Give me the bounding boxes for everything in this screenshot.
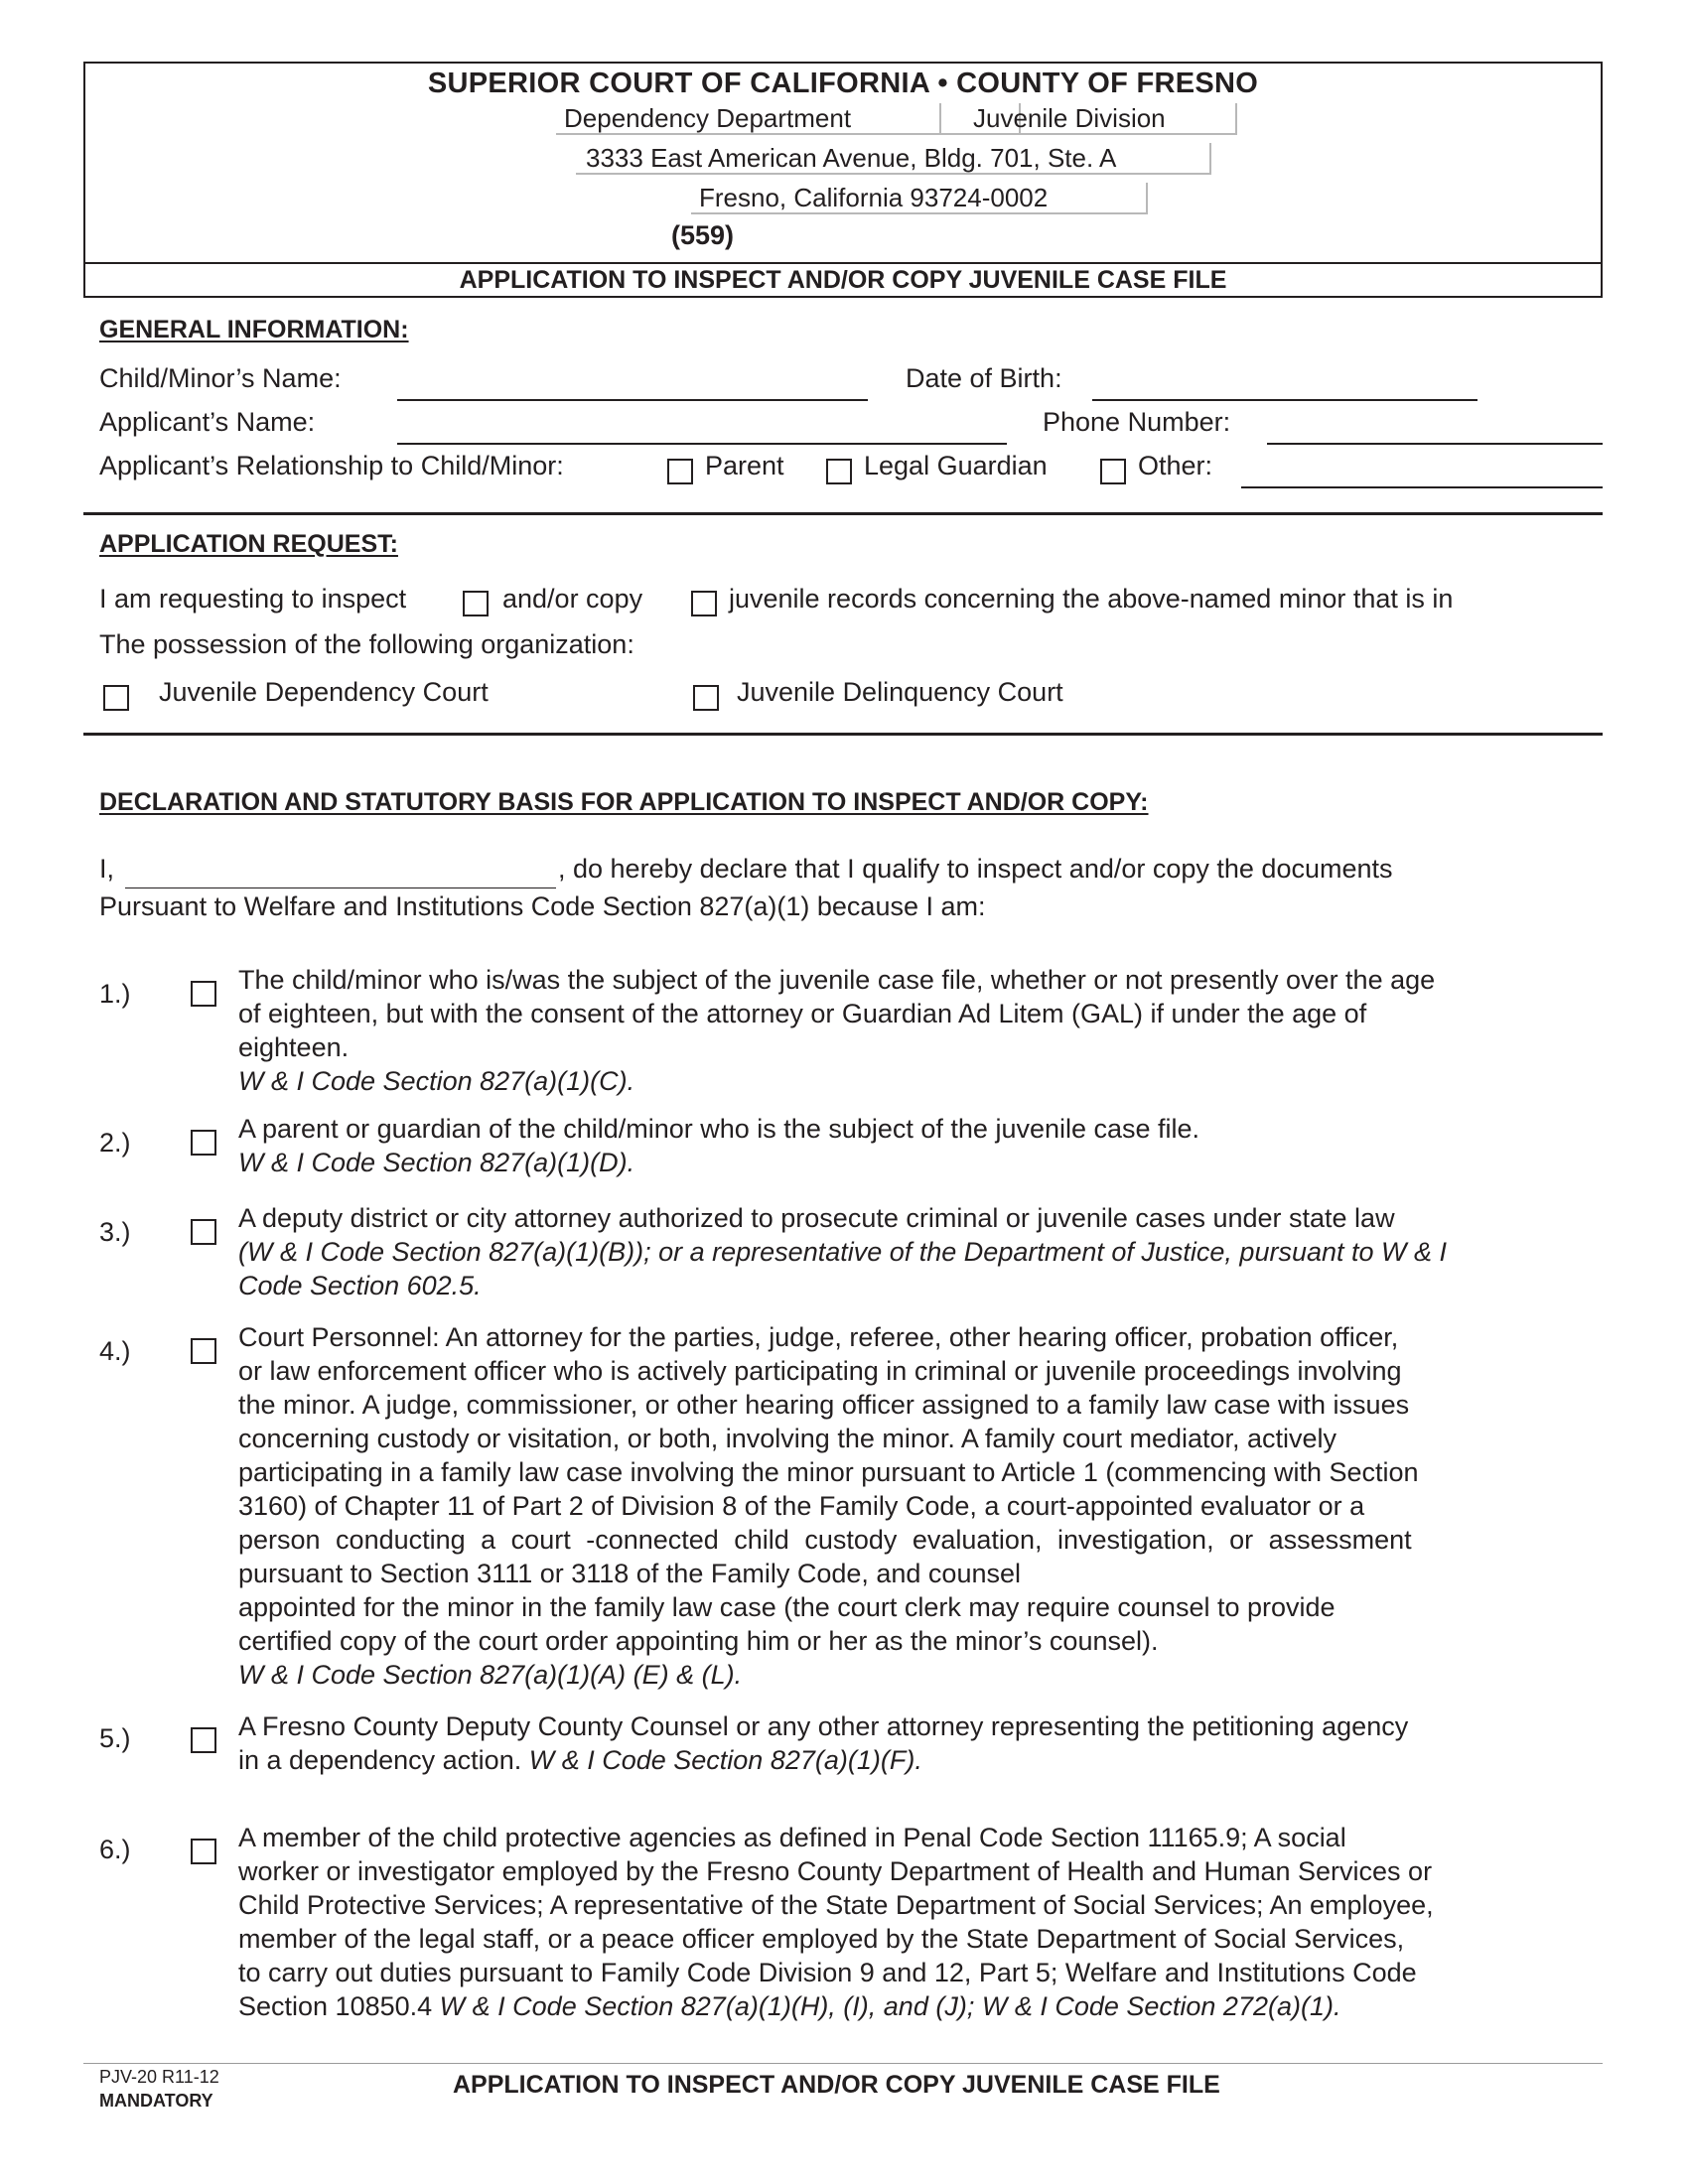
item-4-checkbox[interactable] [191,1338,216,1364]
delinquency-court-label: Juvenile Delinquency Court [737,677,1063,707]
item-5-number: 5.) [99,1723,131,1753]
item-3-code: Code Section 602.5. [238,1271,482,1300]
item-2-text [238,1112,1609,1179]
item-4-text [238,1320,1628,1692]
item-1-line: The child/minor who is/was the subject of the juvenile case file, whether or not presently over the age [238,965,1436,995]
other-input[interactable] [1241,486,1603,488]
delinquency-court-checkbox[interactable] [693,685,719,711]
division-value: Juvenile Division [973,103,1166,133]
item-6-number: 6.) [99,1835,131,1864]
department-value: Dependency Department [564,103,852,133]
item-4-number: 4.) [99,1336,131,1366]
item-1-line: eighteen. [238,1032,350,1062]
parent-checkbox[interactable] [667,459,693,484]
item-6-line: Child Protective Services; A representative of the State Department of Social Services; An employee, [238,1890,1434,1920]
item-1-line: of eighteen, but with the consent of the attorney or Guardian Ad Litem (GAL) if under the age of [238,999,1367,1028]
item-1-code: W & I Code Section 827(a)(1)(C). [238,1066,635,1096]
item-6-line: to carry out duties pursuant to Family Code Division 9 and 12, Part 5; Welfare and Institutions Code [238,1958,1417,1987]
phone-input[interactable] [1267,443,1603,445]
footer-rule [83,2063,1603,2064]
item-4-line: pursuant to Section 3111 or 3118 of the Family Code, and counsel [238,1559,1021,1588]
item-2-number: 2.) [99,1128,131,1158]
city-field[interactable] [691,183,1148,214]
request-text-a: I am requesting to inspect [99,584,407,614]
relationship-label: Applicant’s Relationship to Child/Minor: [99,451,564,480]
inspect-checkbox[interactable] [463,591,489,616]
item-6-code: W & I Code Section 827(a)(1)(H), (I), and (J); W & I Code Section 272(a)(1). [439,1991,1341,2021]
applicant-name-input[interactable] [397,443,1007,445]
item-1-checkbox[interactable] [191,981,216,1007]
application-request-title: APPLICATION REQUEST: [99,530,398,558]
court-name: SUPERIOR COURT OF CALIFORNIA • COUNTY OF FRESNO [427,68,1259,99]
declaration-title: DECLARATION AND STATUTORY BASIS FOR APPLICATION TO INSPECT AND/OR COPY: [99,788,1149,816]
item-3-checkbox[interactable] [191,1219,216,1245]
other-checkbox[interactable] [1100,459,1126,484]
address-field[interactable] [576,143,1211,175]
item-3-line: A deputy district or city attorney authorized to prosecute criminal or juvenile cases under state law [238,1203,1395,1233]
item-3-code: (W & I Code Section 827(a)(1)(B)); or a representative of the Department of Justice, pursuant to W & I [238,1237,1448,1267]
section-divider [83,733,1603,736]
item-6-text [238,1821,1628,2023]
child-name-label: Child/Minor’s Name: [99,363,342,393]
item-5-line: A Fresno County Deputy County Counsel or any other attorney representing the petitioning agency [238,1711,1409,1741]
dob-input[interactable] [1092,399,1477,401]
dependency-court-label: Juvenile Dependency Court [159,677,489,707]
item-2-checkbox[interactable] [191,1130,216,1156]
phone-label: Phone Number: [1043,407,1231,437]
item-6-last-line [238,1989,1628,2023]
item-6-checkbox[interactable] [191,1839,216,1864]
mandatory-label: MANDATORY [99,2091,213,2111]
item-5-text [238,1709,1628,1777]
item-6-line: A member of the child protective agencies as defined in Penal Code Section 11165.9; A social [238,1823,1346,1852]
item-4-line: certified copy of the court order appointing him or her as the minor’s counsel). [238,1626,1159,1656]
item-4-code: W & I Code Section 827(a)(1)(A) (E) & (L). [238,1660,743,1690]
court-header-box [83,62,1603,298]
item-3-number: 3.) [99,1217,131,1247]
item-4-line: participating in a family law case involving the minor pursuant to Article 1 (commencing with Section [238,1457,1419,1487]
declaration-line1: , do hereby declare that I qualify to inspect and/or copy the documents [558,854,1393,884]
item-1-number: 1.) [99,979,131,1009]
item-6-line-plain: Section 10850.4 [238,1991,440,2021]
form-title: APPLICATION TO INSPECT AND/OR COPY JUVENILE CASE FILE [459,266,1227,294]
item-1-text [238,963,1609,1098]
item-4-line: appointed for the minor in the family law case (the court clerk may require counsel to provide [238,1592,1336,1622]
item-2-line: A parent or guardian of the child/minor who is the subject of the juvenile case file. [238,1114,1200,1144]
item-5-code: W & I Code Section 827(a)(1)(F). [521,1745,922,1775]
general-info-title: GENERAL INFORMATION: [99,316,409,343]
dob-label: Date of Birth: [906,363,1062,393]
request-text-c: juvenile records concerning the above-named minor that is in [729,584,1454,614]
legal-guardian-checkbox[interactable] [826,459,852,484]
declarant-name-input[interactable] [125,887,556,888]
item-4-line: or law enforcement officer who is actively participating in criminal or juvenile proceedings involving [238,1356,1402,1386]
legal-guardian-label: Legal Guardian [864,451,1048,480]
declarant-i-label: I, [99,854,115,884]
item-4-line: concerning custody or visitation, or both, involving the minor. A family court mediator, actively [238,1424,1337,1453]
address-value: 3333 East American Avenue, Bldg. 701, Ste. A [586,143,1117,173]
section-divider [83,512,1603,515]
request-text-b: and/or copy [502,584,643,614]
form-number: PJV-20 R11-12 [99,2067,219,2087]
request-text-line2: The possession of the following organization: [99,629,634,659]
dependency-court-checkbox[interactable] [103,685,129,711]
item-3-text [238,1201,1628,1302]
parent-label: Parent [705,451,784,480]
item-5-checkbox[interactable] [191,1727,216,1753]
copy-checkbox[interactable] [691,591,717,616]
footer-title: APPLICATION TO INSPECT AND/OR COPY JUVENILE CASE FILE [453,2071,1220,2099]
item-5-line-2 [238,1743,1628,1777]
division-field[interactable] [939,103,1237,135]
item-4-line: Court Personnel: An attorney for the parties, judge, referee, other hearing officer, probation officer, [238,1322,1399,1352]
child-name-input[interactable] [397,399,868,401]
item-4-line: person conducting a court -connected child custody evaluation, investigation, or assessment [238,1525,1412,1555]
item-2-code: W & I Code Section 827(a)(1)(D). [238,1148,635,1177]
applicant-name-label: Applicant’s Name: [99,407,316,437]
item-5-line-plain: in a dependency action. [238,1745,522,1775]
declaration-line2: Pursuant to Welfare and Institutions Code Section 827(a)(1) because I am: [99,891,986,921]
item-6-line: worker or investigator employed by the Fresno County Department of Health and Human Services or [238,1856,1433,1886]
phone-area-code: (559) [671,220,735,250]
item-6-line: member of the legal staff, or a peace officer employed by the State Department of Social Services, [238,1924,1405,1954]
other-label: Other: [1138,451,1213,480]
item-4-line: 3160) of Chapter 11 of Part 2 of Division 8 of the Family Code, a court-appointed evaluator or a [238,1491,1365,1521]
item-4-line: the minor. A judge, commissioner, or other hearing officer assigned to a family law case with issues [238,1390,1410,1420]
city-value: Fresno, California 93724-0002 [699,183,1049,212]
